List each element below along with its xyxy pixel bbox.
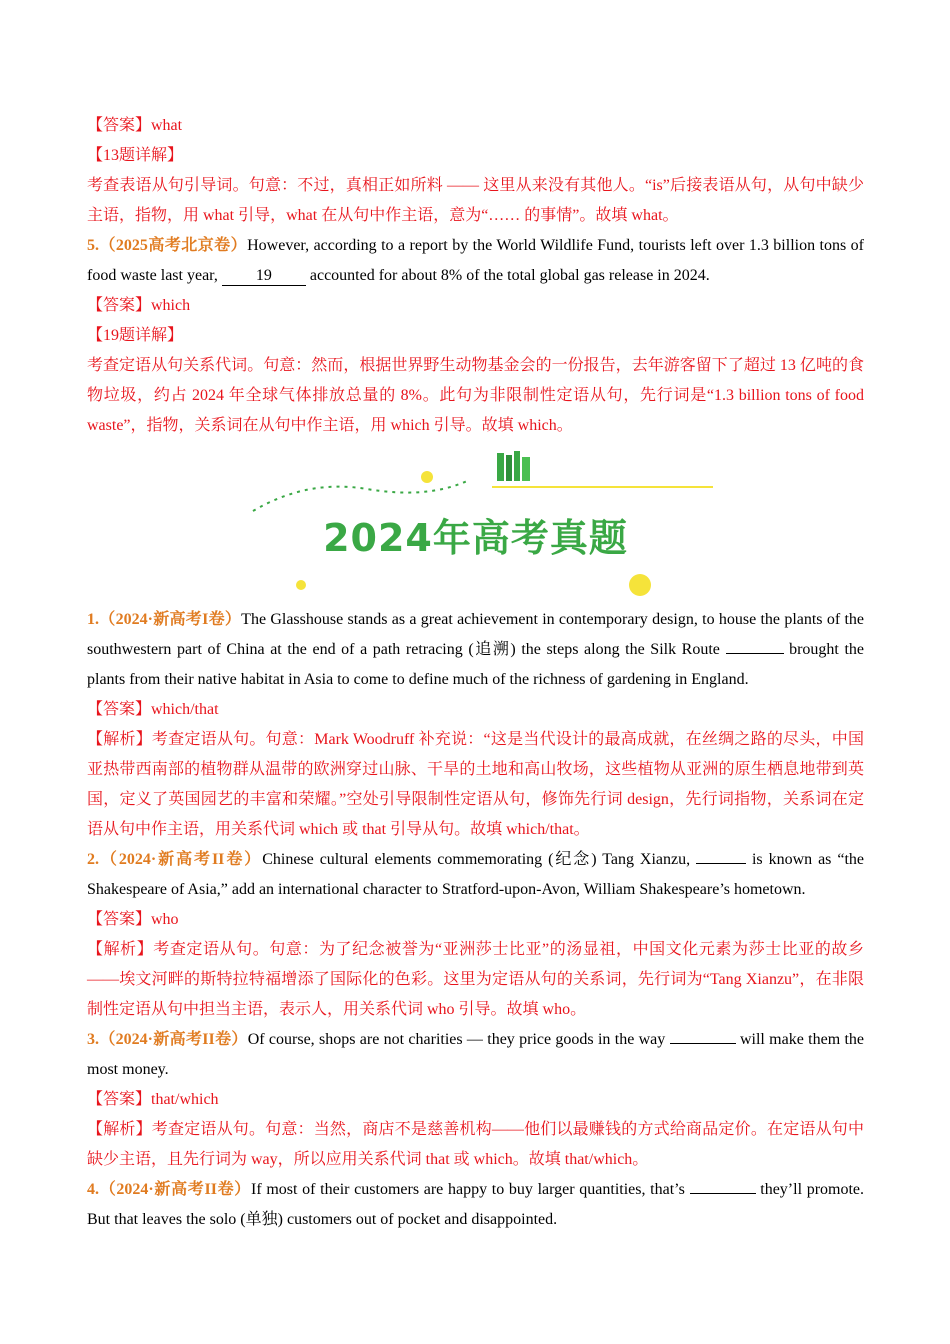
question-1 [87, 605, 864, 695]
book-icon [506, 455, 512, 481]
question-text: Of course, shops are not charities — they price goods in the way [247, 1031, 666, 1048]
explanation: 考查表语从句引导词。句意：不过，真相正如所料 —— 这里从来没有其他人。“is”后接表语从句，从句中缺少主语，指物，用 what 引导，what 在从句中作主语，意为“…… 的事情”。故填 what。 [87, 177, 864, 224]
section-banner [87, 449, 864, 599]
analysis: 【解析】考查定语从句。句意：为了纪念被誉为“亚洲莎士比亚”的汤显祖，中国文化元素为莎士比亚的故乡——埃文河畔的斯特拉特福增添了国际化的色彩。这里为定语从句的关系词，先行词为“Tang Xianzu”，在非限制性定语从句中担当主语，表示人，用关系代词 who 引导。故填 who。 [87, 941, 864, 1018]
question-text-continued: they’ll promote. But that leaves the solo (单独) customers out of pocket and disappointed. [87, 1181, 865, 1228]
question-text: However, according to a report by the World Wildlife Fund, tourists left over 1.3 billion tons of food waste last year, [87, 237, 864, 284]
question-3 [87, 1025, 864, 1085]
answer-line: 【答案】which/that [87, 701, 219, 718]
question-5 [87, 231, 864, 291]
question-source: 4.（2024·新高考II卷） [87, 1181, 251, 1198]
answer-line: 【答案】that/which [87, 1091, 219, 1108]
book-icon [514, 451, 520, 481]
question-text-continued: will make them the most money. [87, 1031, 865, 1078]
detail-heading: 【19题详解】 [87, 327, 184, 344]
question-4 [87, 1175, 864, 1235]
analysis: 【解析】考查定语从句。句意：当然，商店不是慈善机构——他们以最赚钱的方式给商品定价。在定语从句中缺少主语，且先行词为 way，所以应用关系代词 that 或 which。故填 that/which。 [87, 1121, 864, 1168]
page-content [87, 111, 864, 1235]
detail-heading: 【13题详解】 [87, 147, 184, 164]
answer-line: 【答案】which [87, 297, 191, 314]
banner-title: 2024年高考真题 [323, 516, 628, 560]
book-icon [497, 453, 504, 481]
question-text: Chinese cultural elements commemorating (纪念) Tang Xianzu, [262, 851, 691, 868]
answer-line: 【答案】who [87, 911, 179, 928]
analysis: 【解析】考查定语从句。句意：Mark Woodruff 补充说：“这是当代设计的最高成就，在丝绸之路的尽头，中国亚热带西南部的植物群从温带的欧洲穿过山脉、干旱的土地和高山牧场，这些植物从亚洲的原生栖息地带到英国，定义了英国园艺的丰富和荣耀。”空处引导限制性定语从句，修饰先行词 design，先行词指物，关系词在定语从句中作主语，用关系代词 which 或 that 引导从句。故填 which/that。 [87, 731, 864, 838]
answer-blank [690, 1193, 756, 1194]
question-text-continued: brought the plants from their native habitat in Asia to come to define much of the richness of gardening in England. [87, 641, 865, 688]
question-text: The Glasshouse stands as a great achievement in contemporary design, to house the plants of the southwestern part of China at the end of a path retracing (追溯) the steps along the Silk Route [87, 611, 864, 658]
answer-blank [696, 863, 746, 864]
question-text-continued: accounted for about 8% of the total global gas release in 2024. [309, 267, 710, 284]
question-source: 5.（2025高考北京卷） [87, 237, 248, 254]
yellow-dot [421, 471, 433, 483]
question-text: If most of their customers are happy to buy larger quantities, that’s [251, 1181, 685, 1198]
question-2 [87, 845, 864, 905]
answer-line: 【答案】what [87, 117, 183, 134]
question-source: 3.（2024·新高考II卷） [87, 1031, 248, 1048]
book-icon [522, 457, 530, 481]
answer-blank: 19 [222, 267, 306, 286]
question-source: 1.（2024·新高考I卷） [87, 611, 242, 628]
explanation: 考查定语从句关系代词。句意：然而，根据世界野生动物基金会的一份报告，去年游客留下了超过 13 亿吨的食物垃圾，约占 2024 年全球气体排放总量的 8%。此句为非限制性定语从句，先行词是“1.3 billion tons of food waste”，指物，关系词在从句中作主语，用 which 引导。故填 which。 [87, 357, 864, 434]
yellow-dot [629, 574, 651, 596]
question-text-continued: is known as “the Shakespeare of Asia,” add an international character to Stratford-upon-Avon, William Shakespeare’s hometown. [87, 851, 864, 898]
yellow-dot [296, 580, 306, 590]
question-source: 2.（2024·新高考II卷） [87, 851, 263, 868]
answer-blank [726, 653, 784, 654]
answer-blank [670, 1043, 736, 1044]
